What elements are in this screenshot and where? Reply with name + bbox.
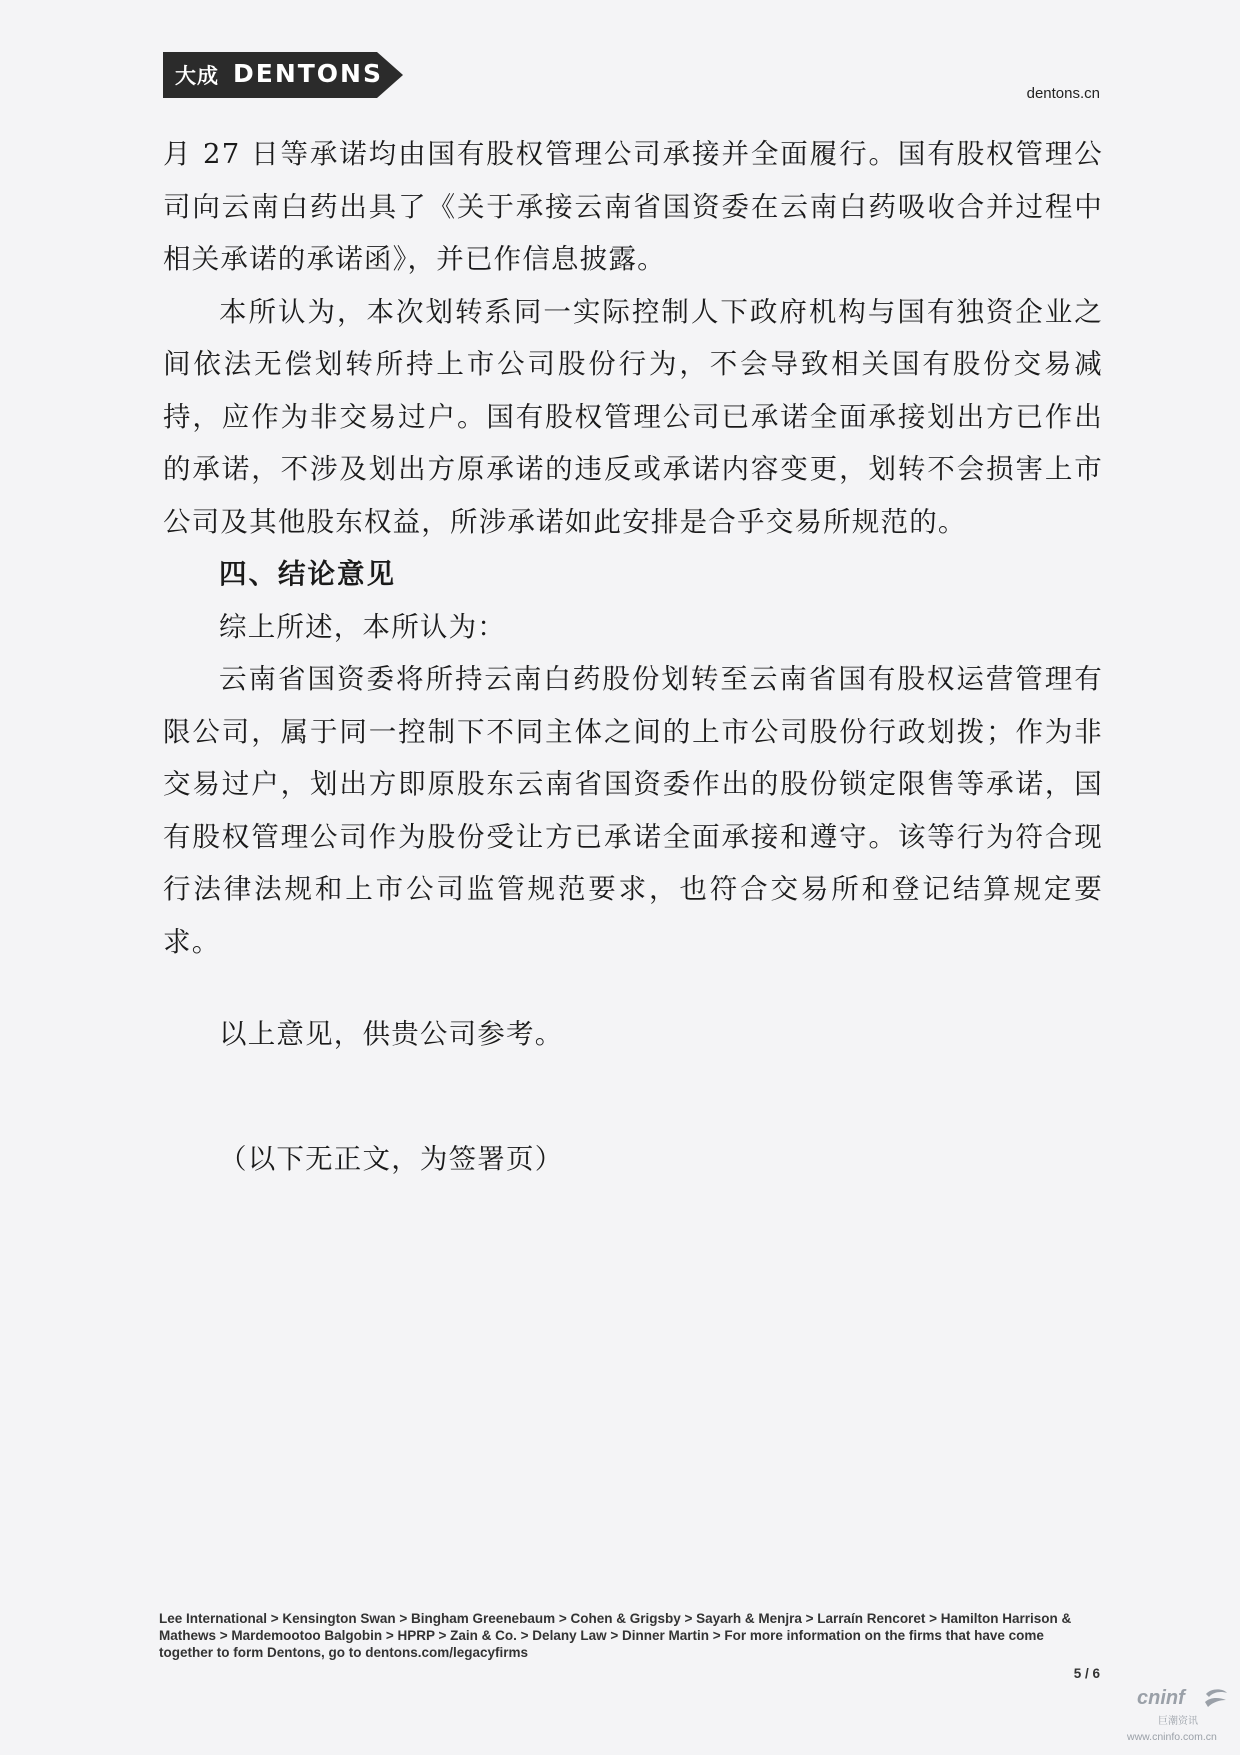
logo-chinese-text: 大成 <box>175 64 219 88</box>
paragraph-2: 本所认为，本次划转系同一实际控制人下政府机构与国有独资企业之间依法无偿划转所持上市公司股份行为，不会导致相关国有股份交易减持，应作为非交易过户。国有股权管理公司已承诺全面承接划出方已作出的承诺，不涉及划出方原承诺的违反或承诺内容变更，划转不会损害上市公司及其他股东权益，所涉承诺如此安排是合乎交易所规范的。 <box>163 295 1103 538</box>
page-number: 5 / 6 <box>1073 1666 1100 1681</box>
paragraph-6: （以下无正文，为签署页） <box>219 1142 564 1175</box>
dentons-logo <box>163 52 403 98</box>
legacy-firms-footer: Lee International > Kensington Swan > Bingham Greenebaum > Cohen & Grigsby > Sayarh & Menjra > Larraín Rencoret > Hamilton Harrison & Mathews > Mardemootoo Balgobin > HPRP > Zain & Co. > Delany Law > Dinner Martin > For more information on the firms that have come together to form Dentons, go to dentons.com/legacyfirms <box>159 1611 1072 1660</box>
cninfo-chinese-text: 巨潮资讯 <box>1158 1716 1198 1727</box>
document-body <box>163 128 1103 1185</box>
section-heading: 四、结论意见 <box>219 558 396 590</box>
spacer <box>163 1061 1103 1133</box>
spacer <box>163 968 1103 1008</box>
paragraph-4: 云南省国资委将所持云南白药股份划转至云南省国有股权运营管理有限公司，属于同一控制下不同主体之间的上市公司股份行政划拨；作为非交易过户，划出方即原股东云南省国资委作出的股份锁定限售等承诺，国有股权管理公司作为股份受让方已承诺全面承接和遵守。该等行为符合现行法律法规和上市公司监管规范要求，也符合交易所和登记结算规定要求。 <box>163 663 1103 958</box>
cninfo-logo-icon <box>1203 1688 1229 1710</box>
cninfo-brand-text: cninf <box>1137 1687 1185 1709</box>
logo-english-text: DENTONS <box>233 59 383 88</box>
cninfo-url: www.cninfo.com.cn <box>1127 1731 1217 1743</box>
paragraph-5: 以上意见，供贵公司参考。 <box>219 1018 564 1050</box>
cninfo-watermark <box>1125 1685 1237 1751</box>
paragraph-1: 月 27 日等承诺均由国有股权管理公司承接并全面履行。国有股权管理公司向云南白药出具了《关于承接云南省国资委在云南白药吸收合并过程中相关承诺的承诺函》，并已作信息披露。 <box>163 138 1103 275</box>
paragraph-3: 综上所述，本所认为： <box>219 610 506 643</box>
header-website: dentons.cn <box>1026 85 1100 102</box>
